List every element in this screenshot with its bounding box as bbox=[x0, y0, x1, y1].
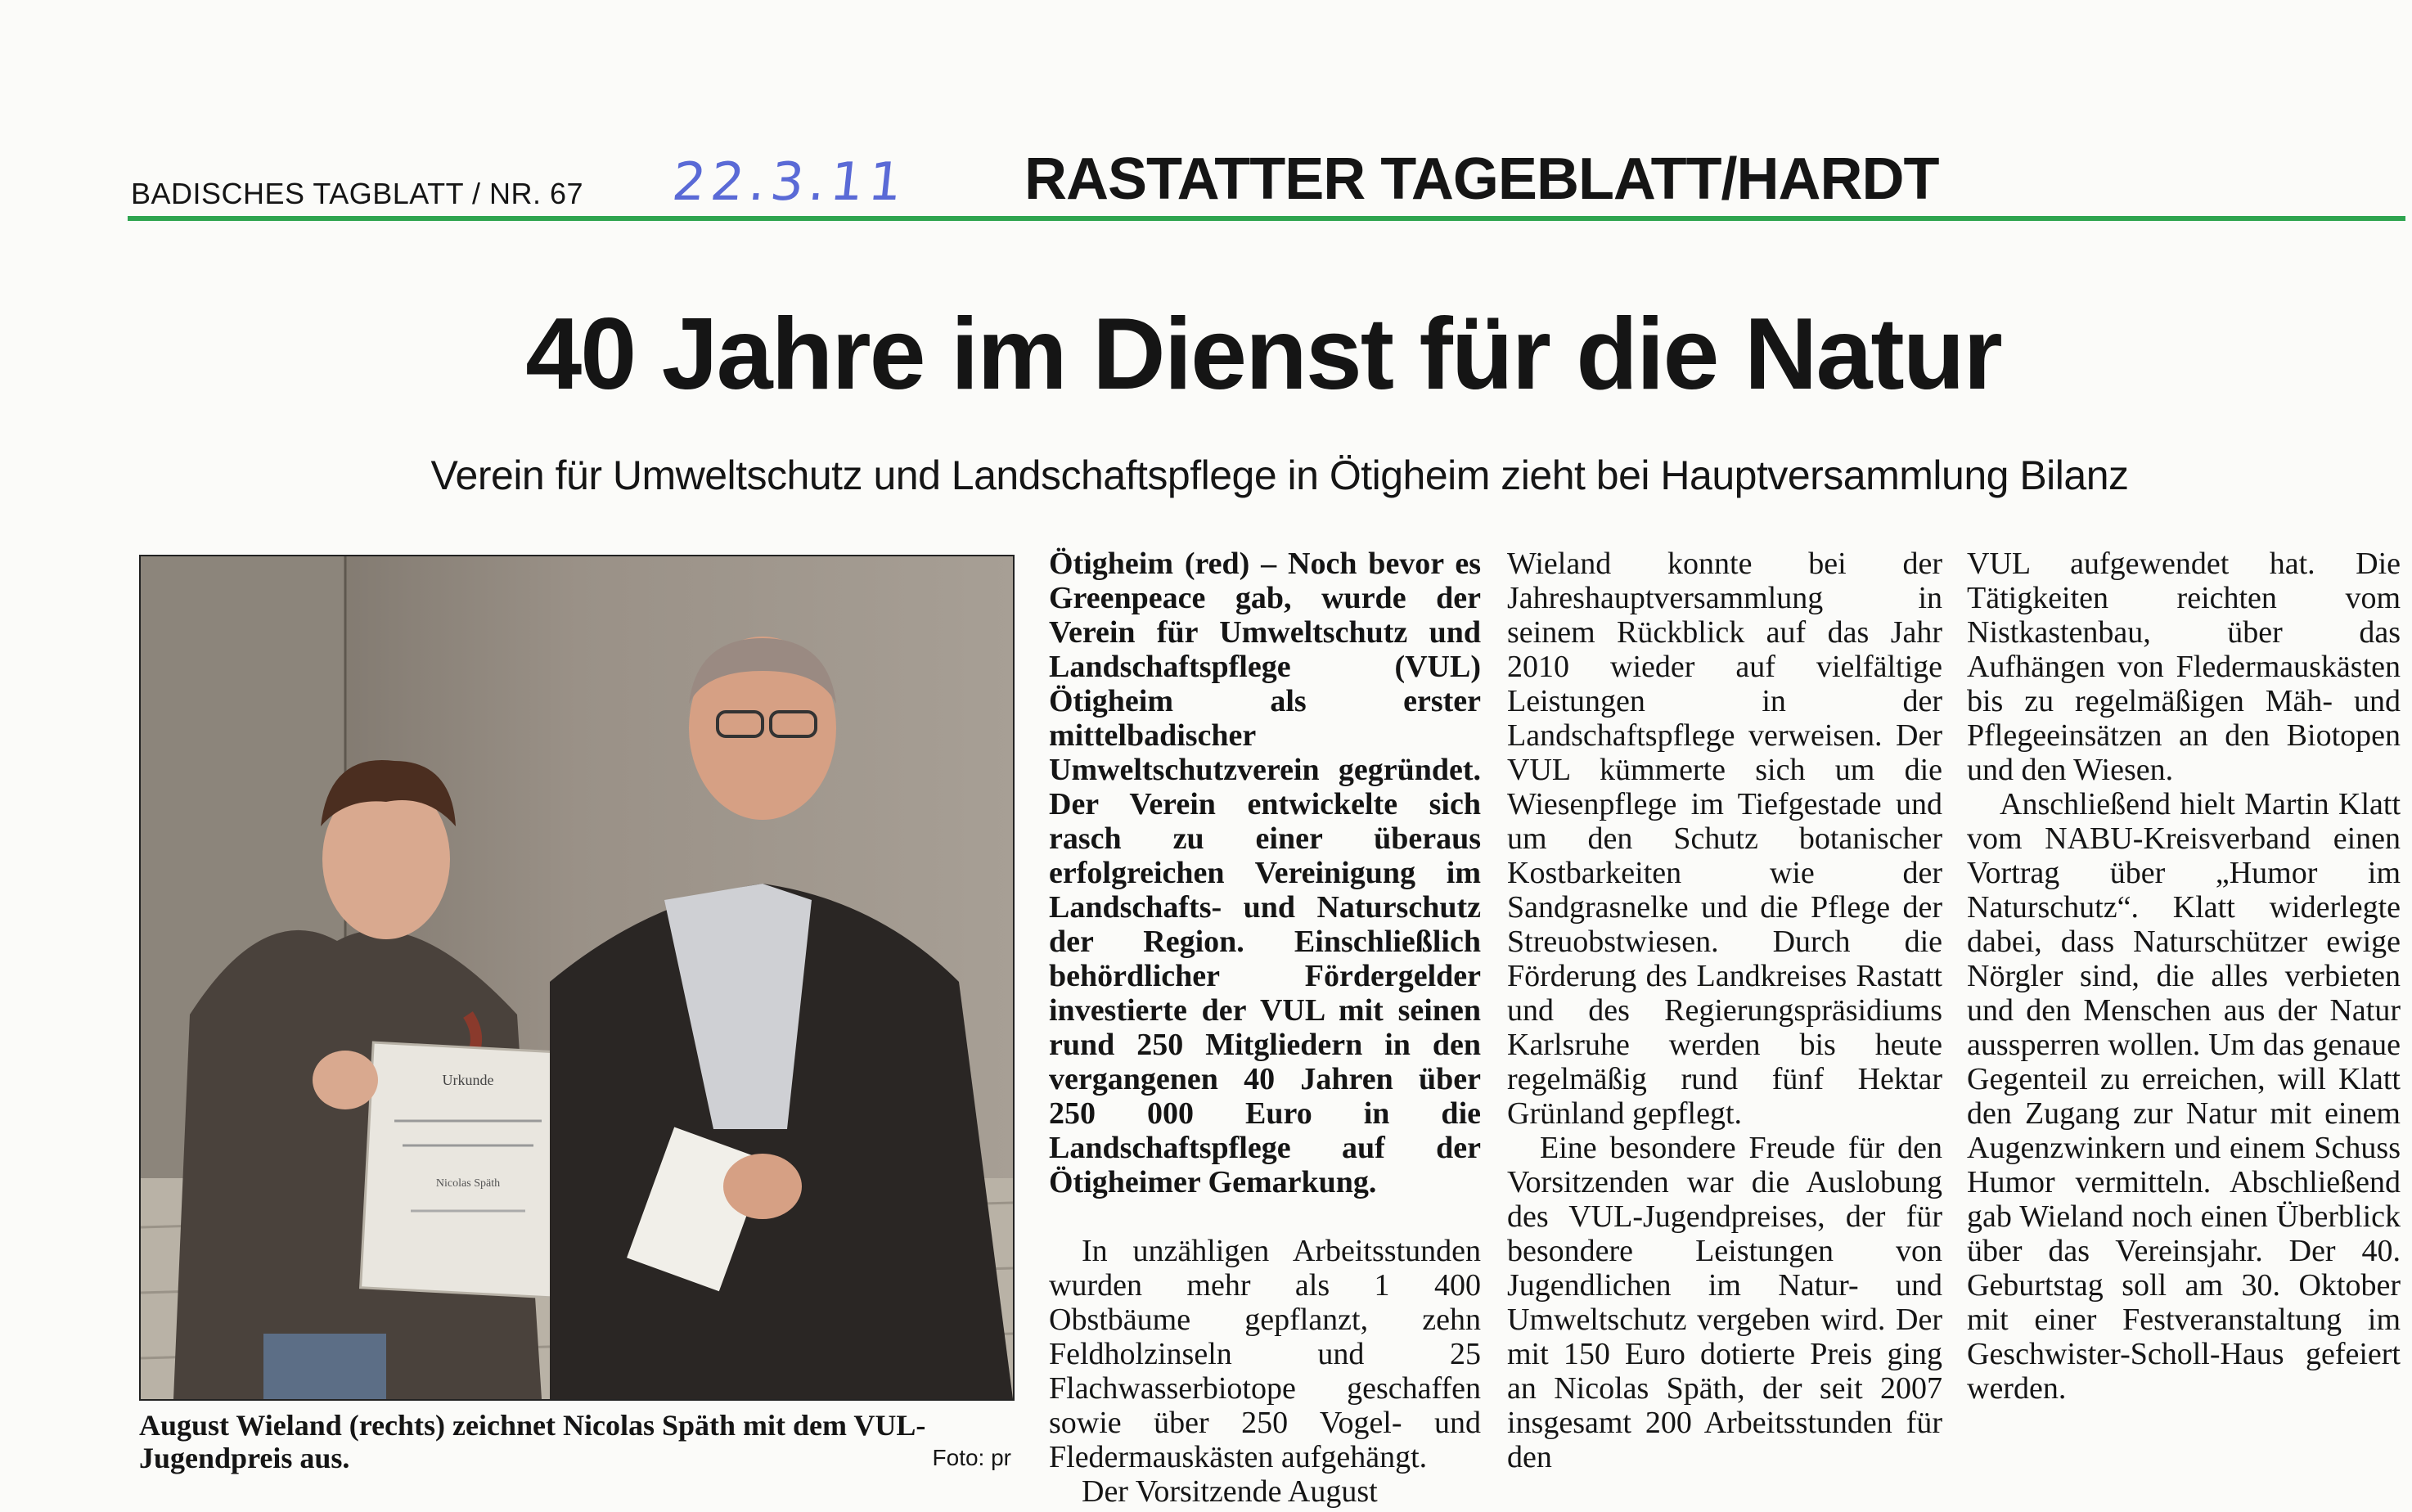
paragraph-2-start: Der Vorsitzende August bbox=[1082, 1474, 1378, 1509]
certificate-title: Urkunde bbox=[442, 1072, 494, 1088]
paragraph-3-cont: VUL aufgewendet hat. Die Tätigkeiten reichten vom Nistkastenbau, über das Aufhängen von Fledermauskästen bis zu regelmäßigen Mäh- und Pflegeeinsätzen an den Biotopen und den Wiesen. bbox=[1967, 547, 2401, 787]
paragraph-1: In unzähligen Arbeitsstunden wurden mehr als 1 400 Obstbäume gepflanzt, zehn Feldholzinseln und 25 Flachwasserbiotope geschaffen sowie über 250 Vogel- und Fledermauskästen aufgehängt. bbox=[1049, 1234, 1481, 1474]
headline: 40 Jahre im Dienst für die Natur bbox=[525, 298, 2001, 411]
publication-line: BADISCHES TAGBLATT / NR. 67 bbox=[131, 177, 583, 210]
column-1 bbox=[1049, 547, 1481, 1509]
column-3 bbox=[1967, 547, 2401, 1406]
paragraph-4: Anschließend hielt Martin Klatt vom NABU-Kreisverband einen Vortrag über „Humor im Naturschutz“. Klatt widerlegte dabei, dass Naturschützer ewige Nörgler sind, die alles verbieten und den Menschen aus der Natur aussperren wollen. Um das genaue Gegenteil zu erreichen, will Klatt den Zugang zur Natur mit einem Augenzwinkern und einem Schuss Humor vermitteln. Abschließend gab Wieland noch einen Überblick über das Vereinsjahr. Der 40. Geburtstag soll am 30. Oktober mit einer Festveranstaltung im Geschwister-Scholl-Haus gefeiert werden. bbox=[1967, 787, 2401, 1406]
column-2 bbox=[1507, 547, 1942, 1474]
photo-credit: Foto: pr bbox=[932, 1445, 1011, 1470]
section-title: RASTATTER TAGEBLATT/HARDT bbox=[1024, 146, 1939, 212]
photo-illustration bbox=[141, 556, 1013, 1399]
handwritten-date: 22.3.11 bbox=[669, 152, 911, 213]
caption-text: August Wieland (rechts) zeichnet Nicolas Späth mit dem VUL-Jugendpreis aus. bbox=[139, 1409, 926, 1474]
header-rule bbox=[128, 216, 2405, 221]
article-photo bbox=[139, 555, 1015, 1401]
subheadline: Verein für Umweltschutz und Landschaftspflege in Ötigheim zieht bei Hauptversammlung Bilanz bbox=[430, 452, 2129, 498]
paragraph-2-cont: Wieland konnte bei der Jahreshauptversammlung in seinem Rückblick auf das Jahr 2010 wieder auf vielfältige Leistungen in der Landschaftspflege verweisen. Der VUL kümmerte sich um die Wiesenpflege im Tiefgestade und um den Schutz botanischer Kostbarkeiten wie der Sandgrasnelke und die Pflege der Streuobstwiesen. Durch die Förderung des Landkreises Rastatt und des Regierungspräsidiums Karlsruhe werden bis heute regelmäßig rund fünf Hektar Grünland gepflegt. bbox=[1507, 547, 1942, 1131]
paragraph-3: Eine besondere Freude für den Vorsitzenden war die Auslobung des VUL-Jugendpreises, der für besondere Leistungen von Jugendlichen im Natur- und Umweltschutz vergeben wird. Der mit 150 Euro dotierte Preis ging an Nicolas Späth, der seit 2007 insgesamt 200 Arbeitsstunden für den bbox=[1507, 1131, 1942, 1474]
certificate-name: Nicolas Späth bbox=[435, 1177, 501, 1190]
photo-caption bbox=[139, 1409, 1011, 1474]
lead-paragraph: Ötigheim (red) – Noch bevor es Greenpeace gab, wurde der Verein für Umweltschutz und Landschaftspflege (VUL) Ötigheim als erster mittelbadischer Umweltschutzverein gegründet. Der Verein entwickelte sich rasch zu einer überaus erfolgreichen Vereinigung im Landschafts- und Naturschutz der Region. Einschließlich behördlicher Fördergelder investierte der VUL mit seinen rund 250 Mitgliedern in den vergangenen 40 Jahren über 250 000 Euro in die Landschaftspflege auf der Ötigheimer Gemarkung. bbox=[1049, 547, 1481, 1199]
